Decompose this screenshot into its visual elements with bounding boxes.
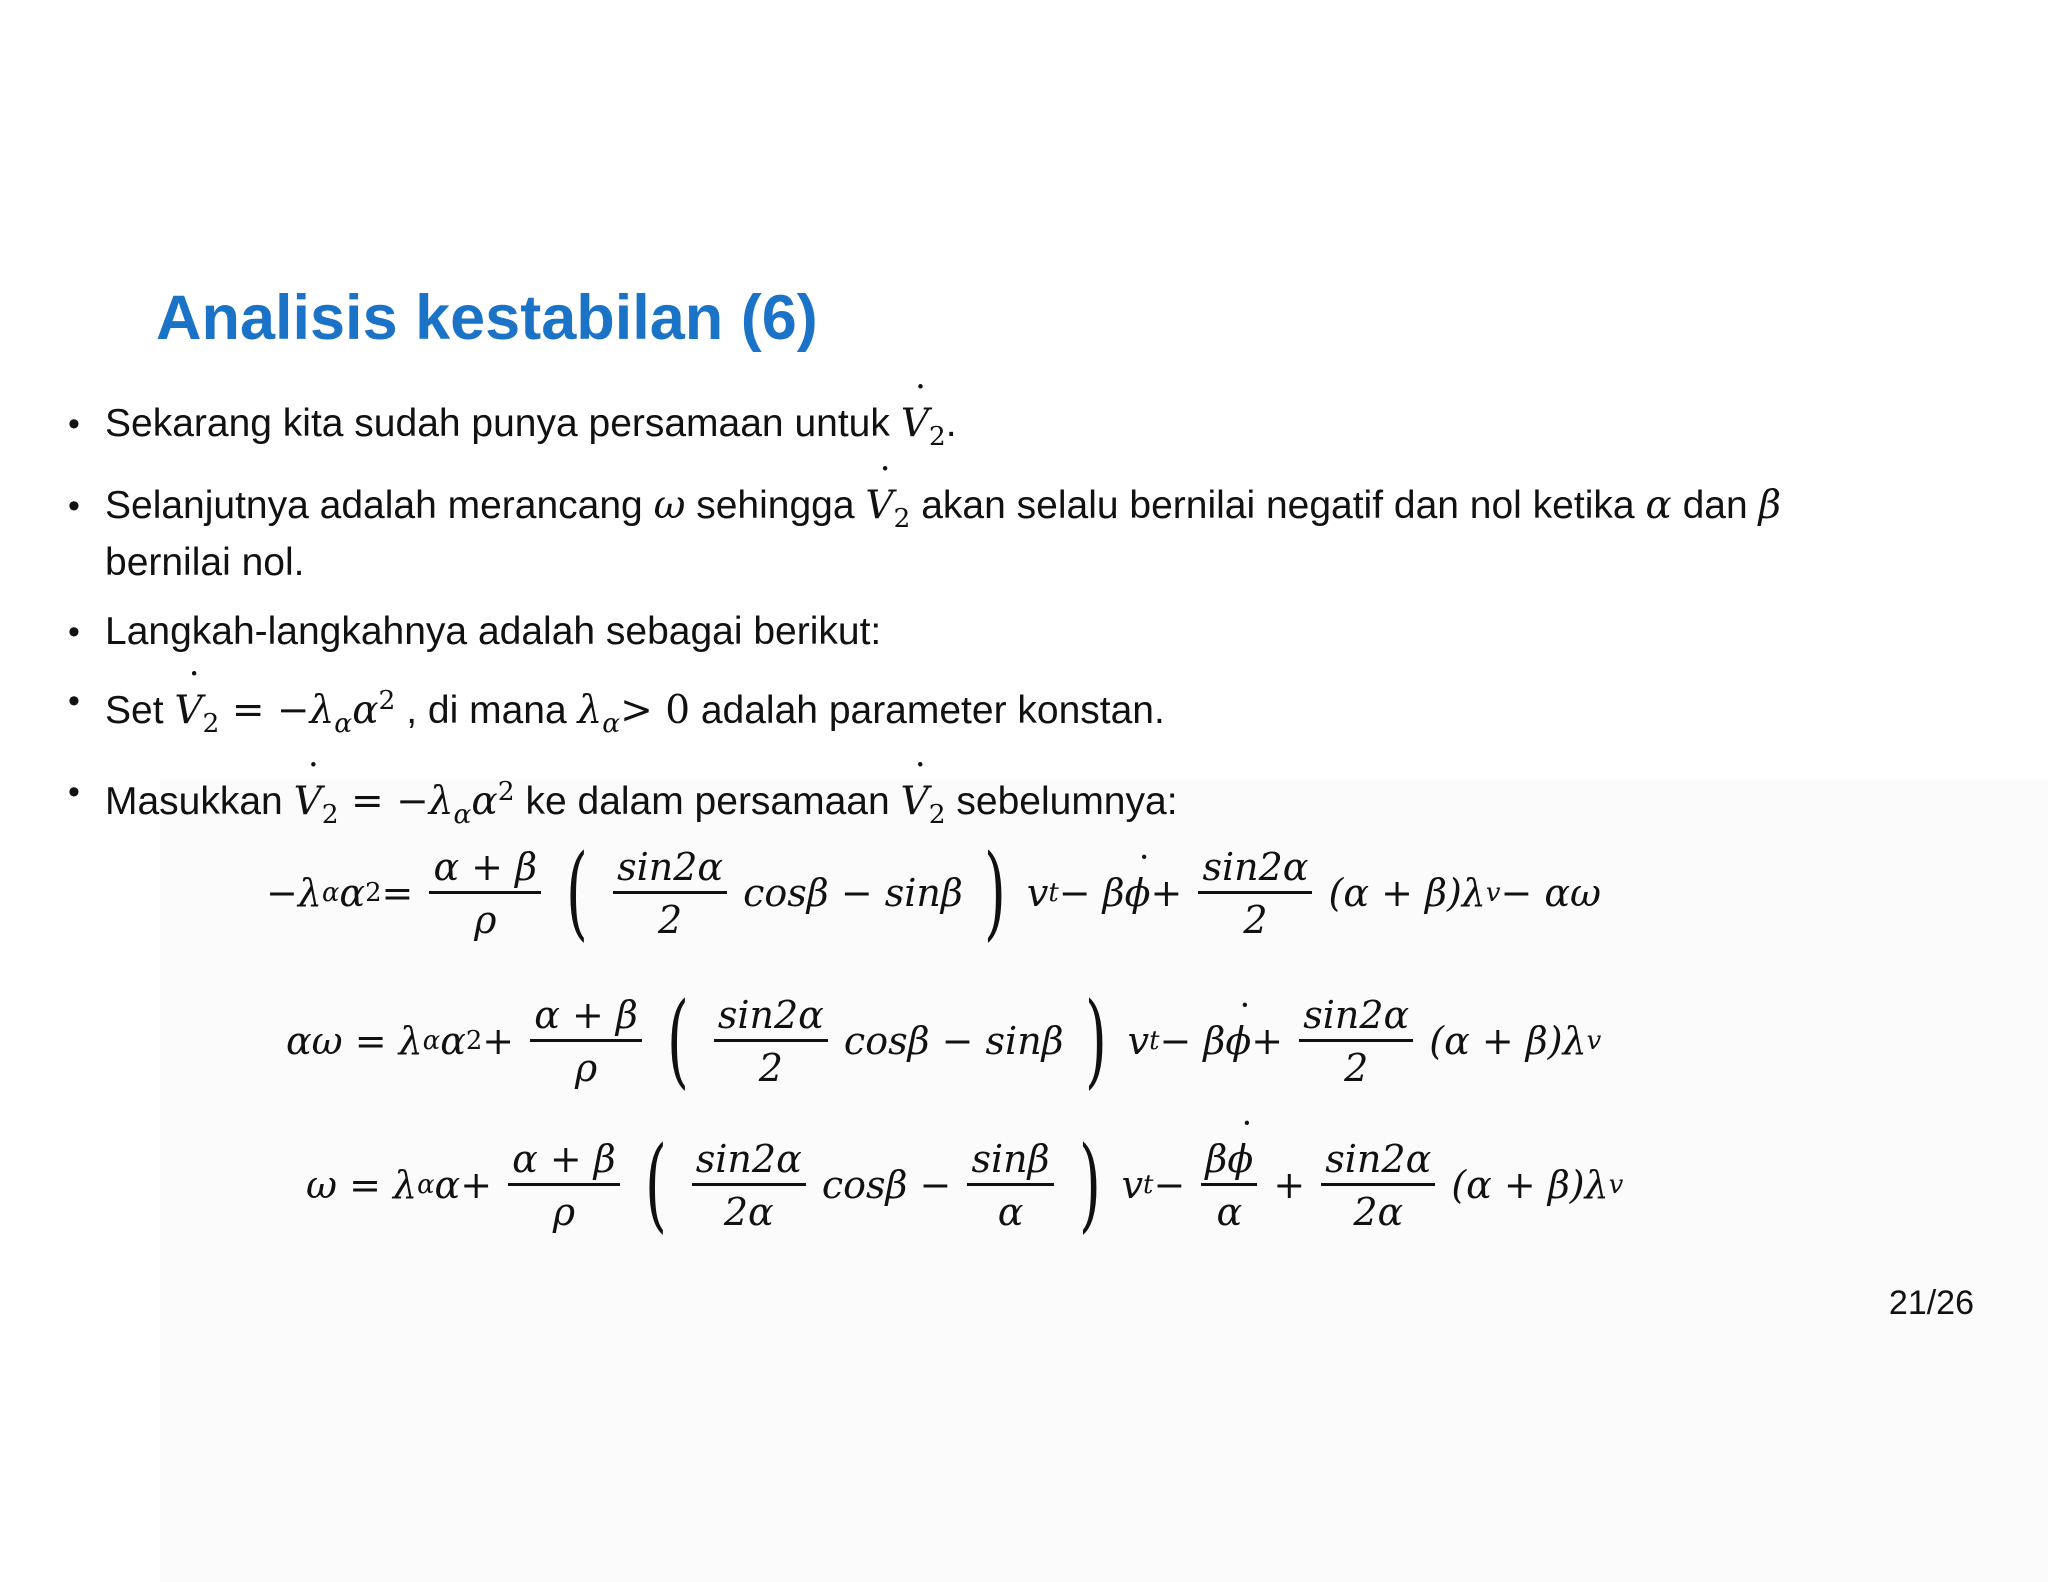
eq-denominator: 2: [657, 897, 683, 942]
eq-term: −λ: [266, 871, 322, 915]
bullet-text: Set: [105, 688, 175, 732]
eq-term: (α + β)λ: [1328, 871, 1486, 915]
eq-denominator: ρ: [552, 1189, 576, 1234]
bullet-marker: •: [68, 405, 80, 443]
eq-fraction: [613, 845, 727, 942]
eq-subscript: α: [417, 1170, 435, 1200]
math-expression: = −λ: [338, 779, 454, 825]
eq-numerator: α + β: [508, 1137, 620, 1186]
left-paren: (: [666, 981, 689, 1100]
bullet-marker: •: [68, 486, 80, 525]
left-paren: (: [566, 833, 589, 952]
eq-phi-dot: ˙ ϕ: [1125, 871, 1151, 915]
slide-title: Analisis kestabilan (6): [156, 283, 818, 353]
eq-denominator: 2: [758, 1045, 783, 1090]
eq-phi-dot: ˙ ϕ: [1227, 1137, 1253, 1181]
math-v-dot: ˙ V: [865, 484, 893, 528]
eq-subscript: v: [1485, 878, 1501, 908]
math-subscript: 2: [893, 502, 911, 534]
eq-subscript: α: [321, 878, 340, 908]
eq-denominator: ρ: [474, 897, 497, 942]
eq-numerator: sin2α: [714, 993, 828, 1042]
equation-3: [306, 1125, 1624, 1244]
eq-denominator: 2α: [1353, 1189, 1404, 1234]
eq-numerator: sin2α: [1321, 1137, 1435, 1186]
bullet-text: akan selalu bernilai negatif dan nol ketika: [910, 483, 1646, 527]
eq-denominator: α: [1216, 1189, 1243, 1234]
eq-term: − β: [1159, 1019, 1226, 1063]
eq-equals: =: [381, 871, 414, 915]
eq-denominator: 2α: [723, 1189, 774, 1234]
math-subscript: α: [334, 707, 353, 739]
eq-term: cosβ − sinβ: [743, 871, 963, 915]
eq-subscript: t: [1048, 878, 1059, 908]
math-v-dot: ˙ V: [174, 689, 202, 733]
eq-numerator: sinβ: [967, 1137, 1053, 1186]
eq-term: α: [434, 1163, 461, 1207]
eq-term: cosβ −: [821, 1163, 952, 1207]
eq-term: αω = λ: [286, 1019, 423, 1063]
eq-subscript: α: [422, 1026, 441, 1056]
math-subscript: 2: [928, 420, 946, 452]
bullet-marker: •: [68, 773, 80, 812]
eq-term: α: [440, 1019, 466, 1063]
eq-operator: +: [460, 1163, 493, 1207]
eq-term: − αω: [1500, 871, 1602, 915]
math-subscript: α: [453, 799, 472, 831]
eq-subscript: t: [1143, 1170, 1154, 1200]
right-paren: ): [1084, 981, 1107, 1100]
bullet-item: [64, 402, 1964, 459]
math-subscript: 2: [202, 707, 220, 739]
eq-term: − β: [1058, 871, 1125, 915]
eq-numerator: sin2α: [1299, 993, 1413, 1042]
eq-numerator: sin2α: [692, 1137, 806, 1186]
eq-numerator: α + β: [530, 993, 642, 1042]
bullet-text: Langkah-langkahnya adalah sebagai berikut:: [105, 609, 882, 653]
eq-subscript: v: [1586, 1026, 1602, 1056]
eq-numerator: sin2α: [613, 845, 727, 894]
math-subscript: 2: [321, 799, 339, 831]
math-expression: α: [471, 779, 498, 825]
math-expression: α: [352, 687, 379, 733]
eq-numerator: sin2α: [1198, 845, 1312, 894]
eq-term: ω = λ: [306, 1163, 418, 1207]
bullet-text: Masukkan: [105, 780, 294, 824]
eq-operator: −: [1153, 1163, 1186, 1207]
eq-term: (α + β)λ: [1429, 1019, 1587, 1063]
bullet-text: dan: [1671, 483, 1759, 527]
math-subscript: 2: [928, 799, 946, 831]
bullet-text: Selanjutnya adalah merancang: [105, 483, 654, 527]
eq-fraction: [692, 1137, 806, 1234]
eq-superscript: 2: [365, 878, 382, 908]
bullet-text: Sekarang kita sudah punya persamaan untuk: [105, 402, 901, 445]
equation-1: [266, 833, 1602, 952]
eq-denominator: 2: [1344, 1045, 1369, 1090]
bullet-text: sebelumnya:: [945, 780, 1178, 824]
eq-fraction: [1198, 845, 1312, 942]
math-v-dot: ˙ V: [901, 780, 929, 824]
bullet-text: ke dalam persamaan: [514, 780, 901, 824]
left-paren: (: [644, 1125, 667, 1244]
math-omega: ω: [653, 482, 686, 528]
bullet-marker: •: [68, 681, 80, 720]
bullet-item: [64, 770, 1964, 837]
eq-fraction: [967, 1137, 1053, 1234]
eq-denominator: 2: [1243, 897, 1268, 942]
eq-operator: +: [1251, 1019, 1284, 1063]
eq-term: cosβ − sinβ: [843, 1019, 1064, 1063]
eq-operator: +: [482, 1019, 515, 1063]
eq-fraction: [1321, 1137, 1435, 1234]
bullet-text: , di mana: [395, 688, 578, 732]
eq-term: v: [1026, 871, 1049, 915]
eq-subscript: t: [1149, 1026, 1160, 1056]
eq-subscript: v: [1608, 1170, 1624, 1200]
math-expression: = −λ: [219, 687, 335, 733]
eq-fraction: [530, 993, 642, 1090]
math-lambda: λ: [577, 687, 603, 733]
eq-term: v: [1121, 1163, 1144, 1207]
math-expression: > 0: [620, 687, 691, 733]
bullet-text: adalah parameter konstan.: [690, 688, 1165, 732]
eq-fraction: [714, 993, 828, 1090]
bullet-item: [64, 484, 1964, 585]
math-superscript: 2: [378, 684, 396, 716]
eq-term: v: [1127, 1019, 1150, 1063]
math-v-dot: ˙ V: [294, 780, 322, 824]
eq-superscript: 2: [465, 1026, 483, 1056]
page-number: 21/26: [1888, 1284, 1974, 1322]
bullet-item: [64, 679, 1964, 746]
eq-operator: +: [1273, 1163, 1306, 1207]
equation-2: [286, 981, 1602, 1100]
right-paren: ): [983, 833, 1006, 952]
eq-term: α: [339, 871, 366, 915]
eq-denominator: ρ: [574, 1045, 598, 1090]
math-alpha: α: [1645, 482, 1672, 528]
eq-fraction: [1201, 1137, 1257, 1234]
bullet-text: bernilai nol.: [105, 540, 305, 584]
eq-term: (α + β)λ: [1451, 1163, 1609, 1207]
bullet-marker: •: [68, 612, 80, 651]
eq-numerator: [1201, 1137, 1257, 1186]
math-beta: β: [1758, 482, 1782, 528]
eq-numerator: α + β: [429, 845, 541, 894]
eq-phi-dot: ˙ ϕ: [1225, 1019, 1251, 1063]
math-subscript: α: [602, 707, 621, 739]
eq-fraction: [1299, 993, 1413, 1090]
math-v-dot: ˙ V: [901, 402, 929, 446]
eq-operator: +: [1150, 871, 1183, 915]
eq-fraction: [508, 1137, 620, 1234]
eq-fraction: [429, 845, 541, 942]
bullet-text: sehingga: [685, 483, 866, 527]
eq-denominator: α: [997, 1189, 1024, 1234]
bullet-text: .: [945, 402, 957, 445]
right-paren: ): [1078, 1125, 1101, 1244]
eq-term: β: [1205, 1136, 1228, 1181]
bullet-item: [64, 610, 1964, 654]
bullet-list: [64, 402, 1964, 862]
math-superscript: 2: [497, 776, 515, 808]
